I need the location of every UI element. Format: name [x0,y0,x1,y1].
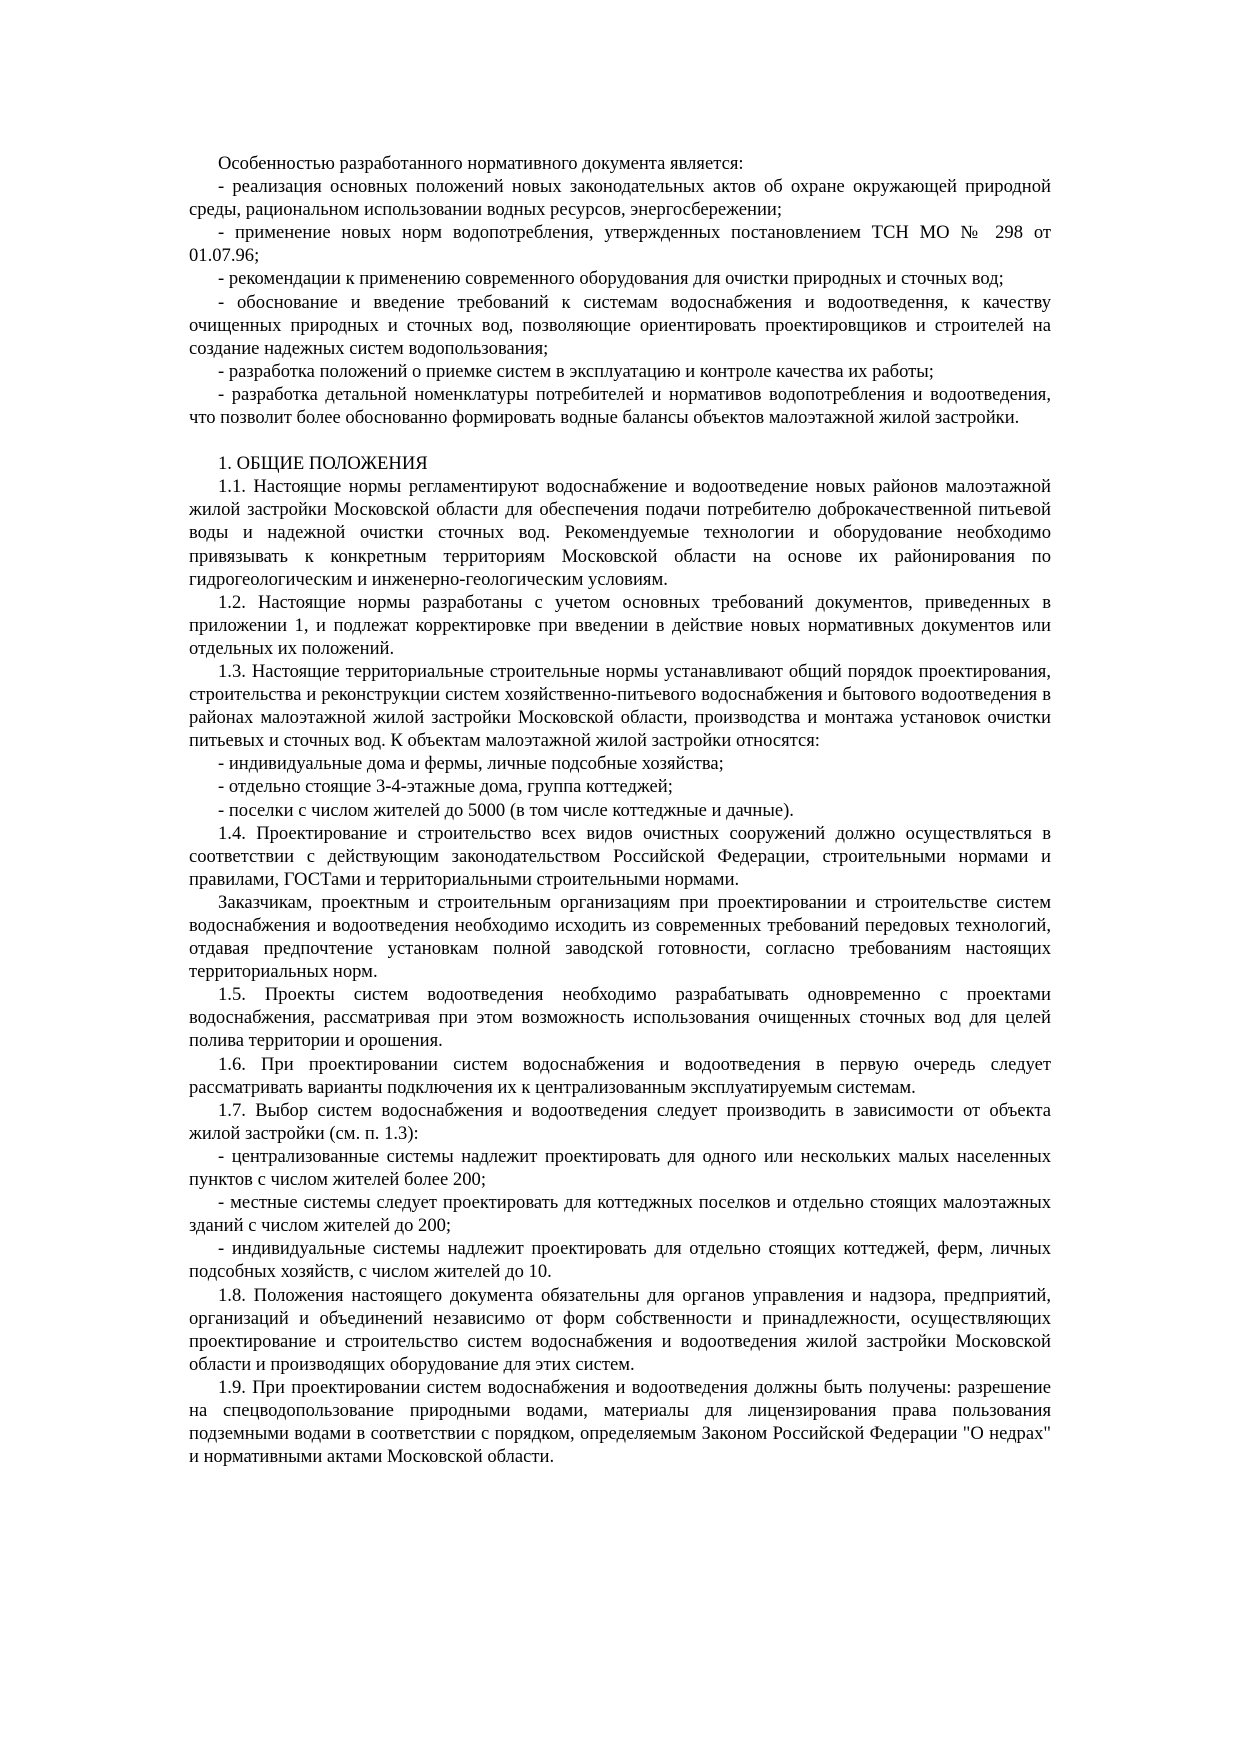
intro-bullet: - разработка положений о приемке систем в эксплуатацию и контроле качества их работы; [218,360,934,382]
section-paragraph-customers: Заказчикам, проектным и строительным организациям при проектировании и строительстве систем водоснабжения и водоотведения необходимо исходить из современных требований передовых технологий, отдавая предпочтение установкам полной заводской готовности, согласно требованиям настоящих территориальных норм. [189,891,1051,983]
section-paragraph-1-9: 1.9. При проектировании систем водоснабжения и водоотведения должны быть получены: разрешение на спецводопользование природными водами, материалы для лицензирования права пользования подземными водами в соответствии с порядком, определяемым Законом Российской Федерации "О недрах" и нормативными актами Московской области. [189,1376,1051,1468]
section-paragraph-1-7: 1.7. Выбор систем водоснабжения и водоотведения следует производить в зависимости от объекта жилой застройки (см. п. 1.3): [189,1099,1051,1144]
intro-bullet: - разработка детальной номенклатуры потребителей и нормативов водопотребления и водоотведения, что позволит более обоснованно формировать водные балансы объектов малоэтажной жилой застройки. [189,383,1051,429]
section-bullet: - централизованные системы надлежит проектировать для одного или нескольких малых населенных пунктов с числом жителей более 200; [189,1145,1051,1191]
section-paragraph-1-8: 1.8. Положения настоящего документа обязательны для органов управления и надзора, предприятий, организаций и объединений независимо от форм собственности и принадлежности, осуществляющих проектирование и строительство систем водоснабжения и водоотведения жилой застройки Московской области и производящих оборудование для этих систем. [189,1284,1051,1375]
intro-paragraph: Особенностью разработанного нормативного документа является: [218,153,744,174]
intro-bullet: - рекомендации к применению современного оборудования для очистки природных и сточных вод; [218,268,1004,290]
section-paragraph-1-2: 1.2. Настоящие нормы разработаны с учетом основных требований документов, приведенных в приложении 1, и подлежат корректировке при введении в действие новых нормативных документов или отдельных их положений. [189,591,1051,659]
section-heading: 1. ОБЩИЕ ПОЛОЖЕНИЯ [218,453,428,475]
section-paragraph-1-5: 1.5. Проекты систем водоотведения необходимо разрабатывать одновременно с проектами водоснабжения, рассматривая при этом возможность использования очищенных сточных вод для целей полива территории и орошения. [189,984,1051,1052]
section-paragraph-1-6: 1.6. При проектировании систем водоснабжения и водоотведения в первую очередь следует рассматривать варианты подключения их к централизованным эксплуатируемым системам. [189,1053,1051,1098]
section-paragraph-1-3: 1.3. Настоящие территориальные строительные нормы устанавливают общий порядок проектирования, строительства и реконструкции систем хозяйственно-питьевого водоснабжения и бытового водоотведения в районах малоэтажной жилой застройки Московской области, производства и монтажа установок очистки питьевых и сточных вод. К объектам малоэтажной жилой застройки относятся: [189,660,1051,752]
section-bullet: - поселки с числом жителей до 5000 (в том числе коттеджные и дачные). [218,799,794,821]
section-bullet: - индивидуальные дома и фермы, личные подсобные хозяйства; [218,753,724,775]
section-bullet: - индивидуальные системы надлежит проектировать для отдельно стоящих коттеджей, ферм, личных подсобных хозяйств, с числом жителей до 10. [189,1238,1051,1283]
section-paragraph-1-4: 1.4. Проектирование и строительство всех видов очистных сооружений должно осуществляться в соответствии с действующим законодательством Российской Федерации, строительными нормами и правилами, ГОСТами и территориальными строительными нормами. [189,822,1051,890]
section-paragraph-1-1: 1.1. Настоящие нормы регламентируют водоснабжение и водоотведение новых районов малоэтажной жилой застройки Московской области для обеспечения подачи потребителю доброкачественной питьевой воды и надежной очистки сточных вод. Рекомендуемые технологии и оборудование необходимо привязывать к конкретным территориям Московской области на основе их районирования по гидрогеологическим и инженерно-геологическим условиям. [189,476,1051,590]
section-spacer [189,429,1051,452]
intro-bullet: - обоснование и введение требований к системам водоснабжения и водоотведення, к качеству очищенных природных и сточных вод, позволяющие ориентировать проектировщиков и строителей на создание надежных систем водопользования; [189,291,1051,359]
intro-bullet: - применение новых норм водопотребления, утвержденных постановлением ТСН МО № 298 от 01.07.96; [189,222,1051,267]
intro-bullet: - реализация основных положений новых законодательных актов об охране окружающей природной среды, рациональном использовании водных ресурсов, энергосбережении; [189,176,1051,221]
section-bullet: - местные системы следует проектировать для коттеджных поселков и отдельно стоящих малоэтажных зданий с числом жителей до 200; [189,1192,1051,1237]
document-page [189,152,1051,1468]
section-bullet: - отдельно стоящие 3-4-этажные дома, группа коттеджей; [218,776,673,798]
